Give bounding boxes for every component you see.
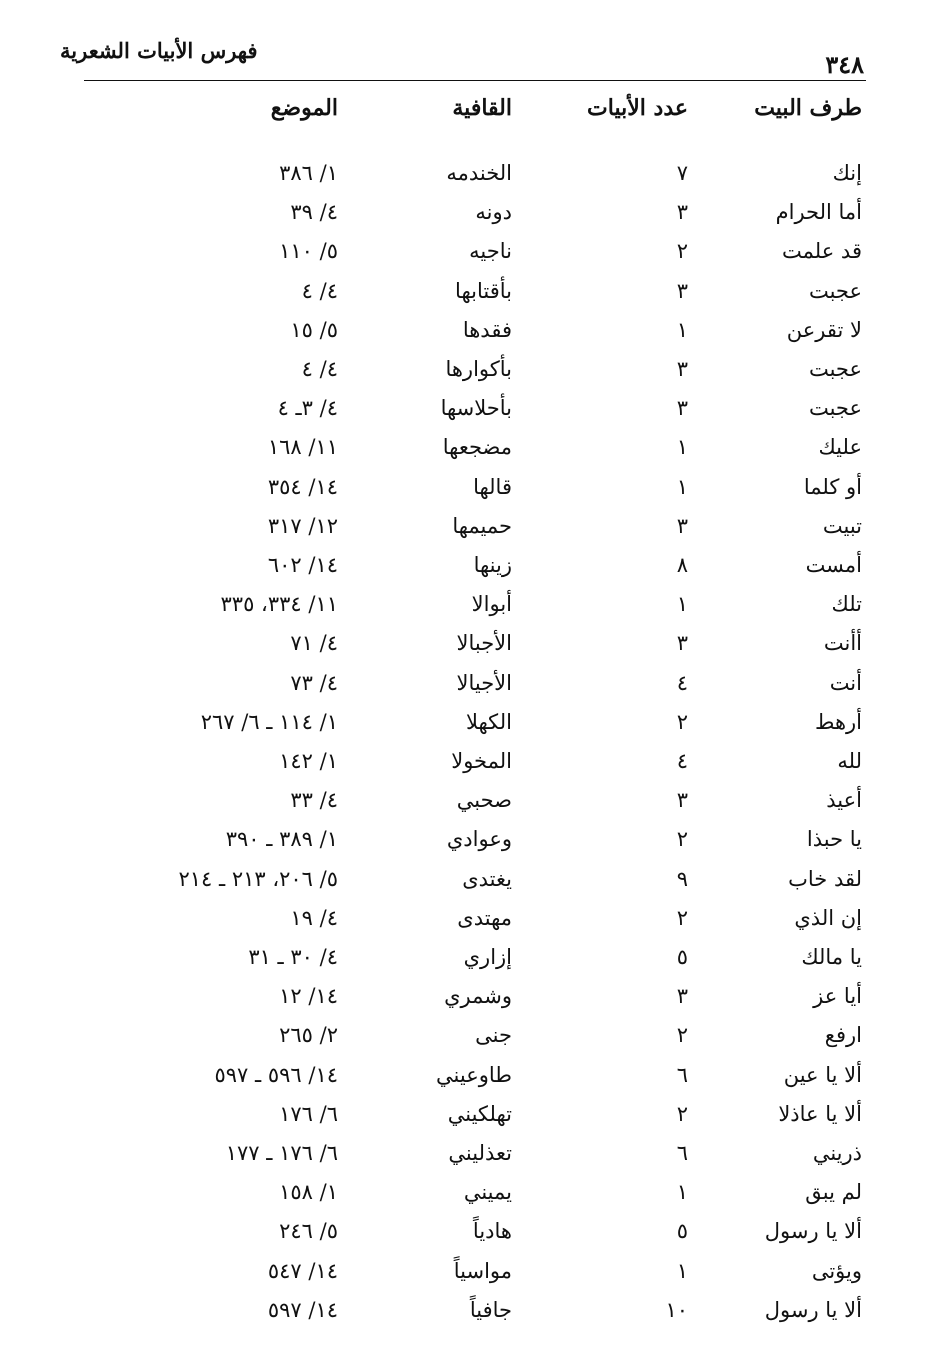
cell-count: ١ [676, 475, 688, 499]
cell-mawdi: ٤/ ٤ [301, 357, 338, 381]
cell-count: ٣ [676, 396, 688, 420]
cell-count: ٢ [676, 827, 688, 851]
cell-count: ١ [676, 435, 688, 459]
table-row [0, 469, 946, 505]
table-row [0, 861, 946, 897]
cell-mawdi: ٤/ ٣ـ ٤ [277, 396, 338, 420]
cell-tarf: أو كلما [803, 475, 862, 499]
cell-mawdi: ٤/ ١٩ [290, 906, 338, 930]
cell-tarf: إنك [832, 161, 862, 185]
cell-count: ٣ [676, 279, 688, 303]
table-row [0, 900, 946, 936]
cell-tarf: لله [837, 749, 862, 773]
cell-mawdi: ١١/ ١٦٨ [267, 435, 338, 459]
cell-tarf: يا حبذا [806, 827, 862, 851]
cell-tarf: تلك [831, 592, 862, 616]
cell-mawdi: ٤/ ٧٣ [290, 671, 338, 695]
cell-tarf: ألا يا عين [783, 1063, 862, 1087]
cell-mawdi: ١٢/ ٣١٧ [267, 514, 338, 538]
cell-qafiya: الأجبالا [456, 631, 512, 655]
cell-tarf: يا مالك [801, 945, 862, 969]
cell-mawdi: ٦/ ١٧٦ [279, 1102, 338, 1126]
cell-qafiya: طاوعيني [436, 1063, 512, 1087]
cell-mawdi: ٢/ ٢٦٥ [279, 1023, 338, 1047]
cell-mawdi: ١/ ١١٤ ـ ٦/ ٢٦٧ [200, 710, 338, 734]
cell-mawdi: ١٤/ ٦٠٢ [267, 553, 338, 577]
cell-count: ٤ [676, 671, 688, 695]
table-row [0, 1174, 946, 1210]
cell-qafiya: هادياً [472, 1219, 512, 1243]
cell-qafiya: بأكوارها [445, 357, 512, 381]
cell-count: ١ [676, 1259, 688, 1283]
cell-qafiya: بأحلاسها [440, 396, 512, 420]
cell-qafiya: مواسياً [453, 1259, 512, 1283]
running-title: فهرس الأبيات الشعرية [60, 38, 258, 63]
cell-tarf: ارفع [824, 1023, 862, 1047]
cell-count: ١ [676, 592, 688, 616]
cell-qafiya: مضجعها [442, 435, 512, 459]
column-header-count: عدد الأبيات [587, 95, 688, 121]
cell-tarf: قد علمت [782, 239, 862, 263]
cell-count: ٩ [676, 867, 688, 891]
cell-qafiya: الأجيالا [456, 671, 512, 695]
cell-tarf: أرهط [815, 710, 862, 734]
cell-qafiya: حميمها [452, 514, 512, 538]
cell-count: ٦ [676, 1063, 688, 1087]
table-row [0, 1096, 946, 1132]
cell-tarf: أنت [829, 671, 862, 695]
cell-qafiya: جنى [475, 1023, 512, 1047]
cell-tarf: عجبت [808, 357, 862, 381]
cell-count: ٢ [676, 239, 688, 263]
cell-tarf: لا تقرعن [786, 318, 862, 342]
cell-qafiya: الخندمه [446, 161, 512, 185]
table-row [0, 429, 946, 465]
cell-qafiya: وعوادي [446, 827, 512, 851]
cell-mawdi: ٥/ ١١٠ [279, 239, 338, 263]
cell-count: ٣ [676, 984, 688, 1008]
cell-qafiya: زينها [473, 553, 512, 577]
cell-qafiya: يغتدى [462, 867, 512, 891]
cell-count: ٣ [676, 357, 688, 381]
cell-count: ١٠ [665, 1298, 688, 1322]
table-row [0, 743, 946, 779]
cell-mawdi: ٦/ ١٧٦ ـ ١٧٧ [225, 1141, 338, 1165]
cell-mawdi: ٤/ ٤ [301, 279, 338, 303]
cell-tarf: أأنت [823, 631, 862, 655]
cell-mawdi: ١٤/ ٥٤٧ [267, 1259, 338, 1283]
cell-count: ٦ [676, 1141, 688, 1165]
cell-qafiya: يميني [463, 1180, 512, 1204]
cell-mawdi: ٤/ ٣٣ [290, 788, 338, 812]
cell-tarf: أمست [805, 553, 862, 577]
cell-mawdi: ١٤/ ١٢ [279, 984, 338, 1008]
cell-count: ٧ [676, 161, 688, 185]
column-header-qafiya: القافية [452, 95, 512, 121]
cell-tarf: أعيذ [826, 788, 862, 812]
table-row [0, 508, 946, 544]
cell-count: ٣ [676, 200, 688, 224]
cell-count: ٨ [676, 553, 688, 577]
table-row [0, 1292, 946, 1328]
cell-count: ٥ [676, 1219, 688, 1243]
cell-count: ١ [676, 1180, 688, 1204]
cell-count: ٤ [676, 749, 688, 773]
cell-count: ٣ [676, 631, 688, 655]
table-row [0, 351, 946, 387]
cell-qafiya: بأقتابها [455, 279, 512, 303]
cell-qafiya: ناجيه [469, 239, 512, 263]
cell-tarf: ويؤتى [811, 1259, 862, 1283]
cell-tarf: أما الحرام [775, 200, 862, 224]
cell-count: ٢ [676, 1102, 688, 1126]
cell-mawdi: ٤/ ٣٠ ـ ٣١ [248, 945, 338, 969]
cell-qafiya: تهلكيني [447, 1102, 512, 1126]
table-row [0, 233, 946, 269]
cell-tarf: لم يبق [805, 1180, 862, 1204]
cell-mawdi: ٥/ ٢٠٦، ٢١٣ ـ ٢١٤ [178, 867, 338, 891]
table-row [0, 704, 946, 740]
table-row [0, 390, 946, 426]
cell-qafiya: صحبي [456, 788, 512, 812]
cell-tarf: إن الذي [794, 906, 862, 930]
cell-count: ٢ [676, 1023, 688, 1047]
cell-qafiya: تعذليني [448, 1141, 512, 1165]
cell-qafiya: وشمري [444, 984, 512, 1008]
cell-mawdi: ١/ ١٤٢ [279, 749, 338, 773]
column-header-mawdi: الموضع [270, 95, 338, 121]
cell-tarf: أيا عز [813, 984, 862, 1008]
table-row [0, 547, 946, 583]
cell-tarf: عجبت [808, 279, 862, 303]
cell-tarf: ألا يا عاذلا [778, 1102, 862, 1126]
cell-count: ١ [676, 318, 688, 342]
table-row [0, 1017, 946, 1053]
cell-mawdi: ٤/ ٣٩ [290, 200, 338, 224]
table-header-row [0, 90, 946, 126]
cell-mawdi: ١٤/ ٥٩٦ ـ ٥٩٧ [214, 1063, 338, 1087]
cell-count: ٣ [676, 514, 688, 538]
cell-qafiya: المخولا [451, 749, 512, 773]
cell-qafiya: فقدها [462, 318, 512, 342]
table-row [0, 978, 946, 1014]
cell-mawdi: ٥/ ١٥ [290, 318, 338, 342]
table-row [0, 1057, 946, 1093]
table-row [0, 586, 946, 622]
cell-tarf: عليك [818, 435, 862, 459]
cell-qafiya: جافياً [469, 1298, 512, 1322]
cell-mawdi: ١٤/ ٣٥٤ [267, 475, 338, 499]
table-row [0, 273, 946, 309]
cell-tarf: ذريني [812, 1141, 862, 1165]
cell-qafiya: مهتدى [457, 906, 512, 930]
cell-qafiya: الكهلا [465, 710, 512, 734]
table-row [0, 665, 946, 701]
cell-tarf: لقد خاب [788, 867, 862, 891]
cell-mawdi: ١/ ٣٨٦ [279, 161, 338, 185]
table-row [0, 821, 946, 857]
table-row [0, 1135, 946, 1171]
column-header-tarf: طرف البيت [754, 95, 862, 121]
cell-count: ٢ [676, 906, 688, 930]
cell-mawdi: ١/ ١٥٨ [279, 1180, 338, 1204]
page-number: ٣٤٨ [825, 50, 864, 79]
table-row [0, 625, 946, 661]
cell-qafiya: قالها [473, 475, 512, 499]
table-row [0, 939, 946, 975]
table-row [0, 312, 946, 348]
cell-mawdi: ٥/ ٢٤٦ [279, 1219, 338, 1243]
table-row [0, 194, 946, 230]
table-row [0, 155, 946, 191]
cell-mawdi: ١١/ ٣٣٤، ٣٣٥ [220, 592, 338, 616]
cell-qafiya: دونه [475, 200, 512, 224]
table-row [0, 1253, 946, 1289]
table-row [0, 782, 946, 818]
cell-mawdi: ٤/ ٧١ [290, 631, 338, 655]
cell-count: ٥ [676, 945, 688, 969]
cell-qafiya: أبوالا [471, 592, 512, 616]
cell-count: ٢ [676, 710, 688, 734]
cell-mawdi: ١/ ٣٨٩ ـ ٣٩٠ [225, 827, 338, 851]
cell-mawdi: ١٤/ ٥٩٧ [267, 1298, 338, 1322]
table-row [0, 1213, 946, 1249]
cell-tarf: ألا يا رسول [764, 1219, 862, 1243]
cell-tarf: تبيت [822, 514, 862, 538]
cell-tarf: عجبت [808, 396, 862, 420]
cell-qafiya: إزاري [463, 945, 512, 969]
cell-tarf: ألا يا رسول [764, 1298, 862, 1322]
cell-count: ٣ [676, 788, 688, 812]
